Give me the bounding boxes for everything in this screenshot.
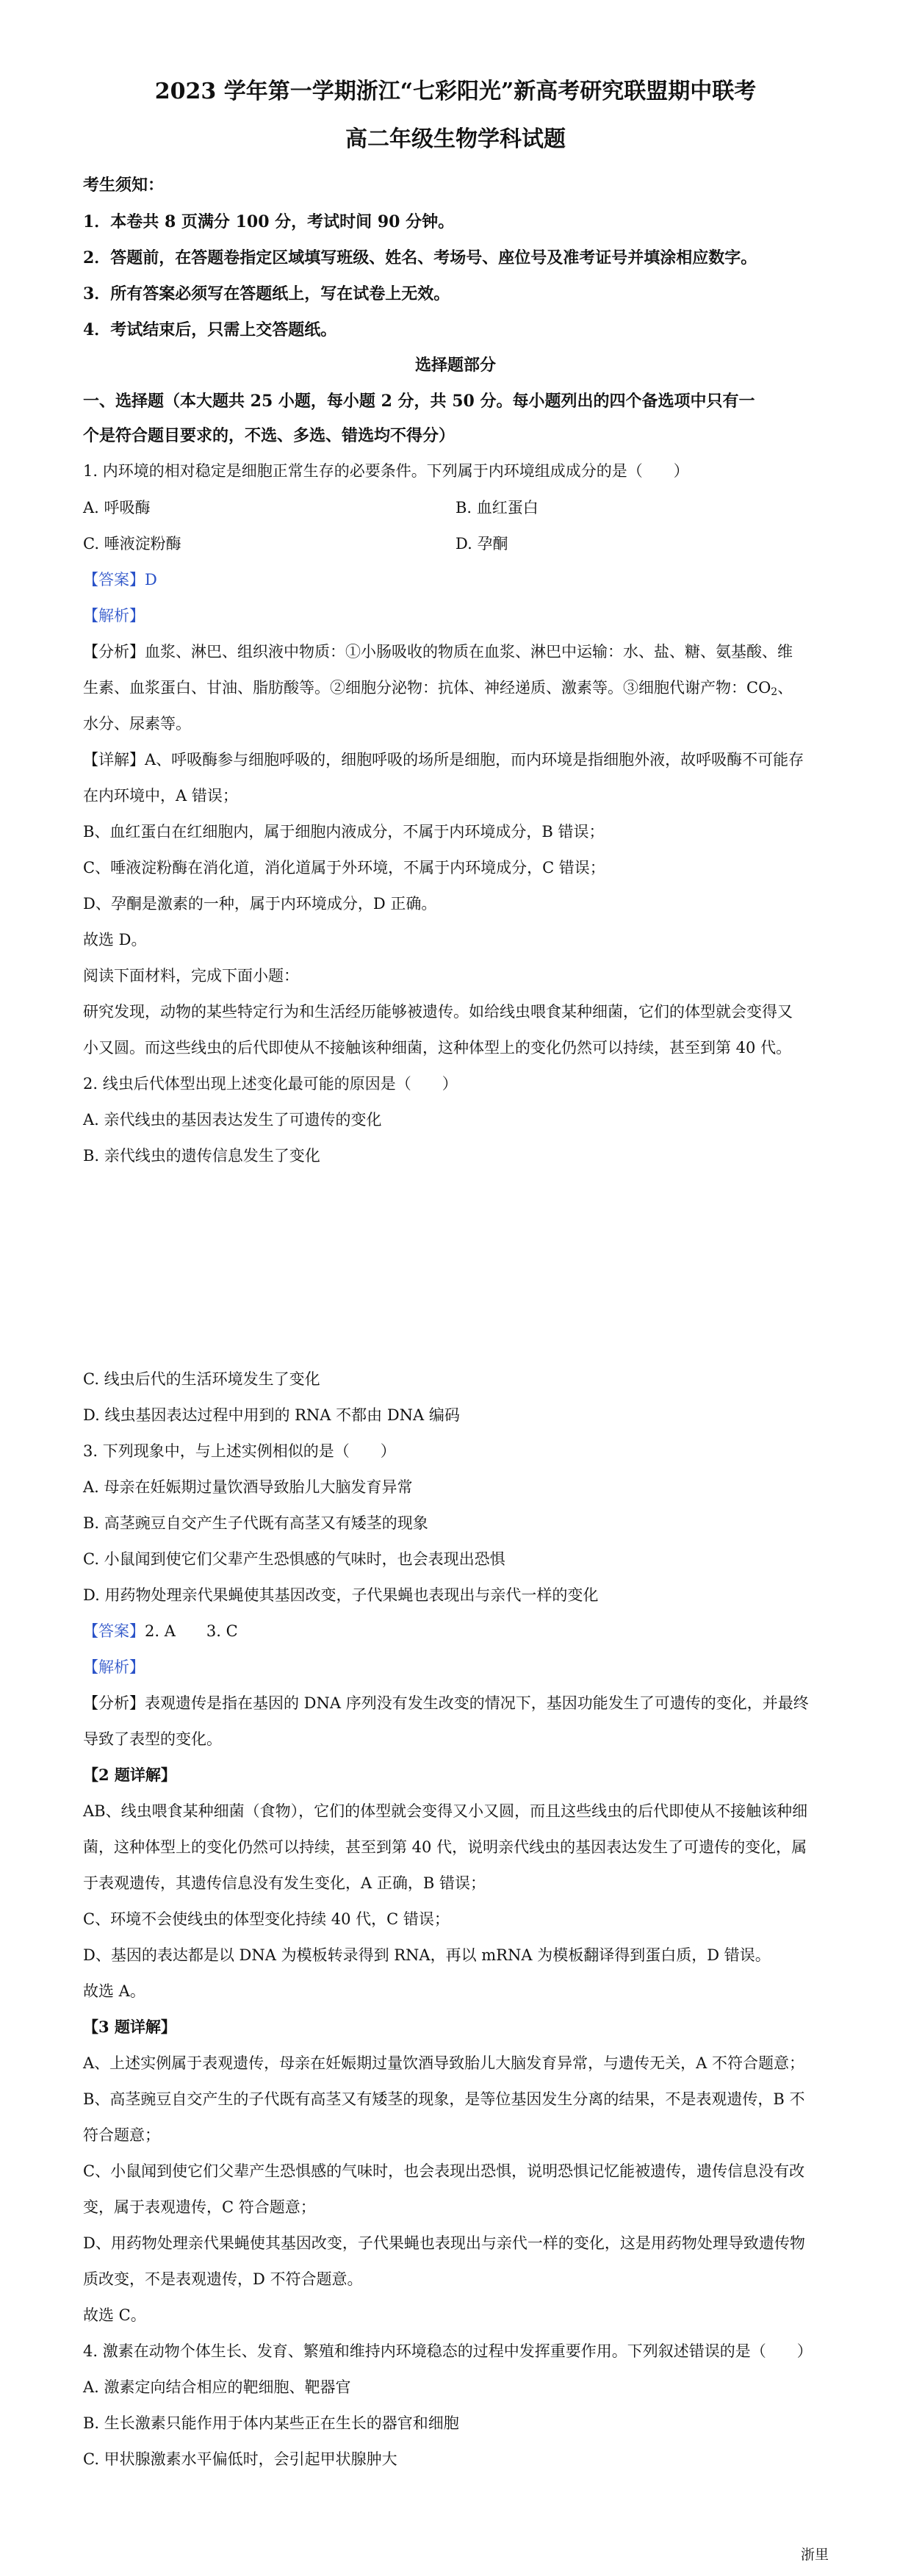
q2-option-a: A. 亲代线虫的基因表达发生了可遗传的变化: [83, 1111, 382, 1129]
section-title: 选择题部分: [414, 356, 496, 375]
q1-option-b: B. 血红蛋白: [455, 499, 539, 517]
question-4-stem: 4. 激素在动物个体生长、发育、繁殖和维持内环境稳态的过程中发挥重要作用。下列叙述错误的是（ ）: [83, 2342, 813, 2360]
q3-detail: 故选 C。: [83, 2306, 146, 2324]
q2-option-b: B. 亲代线虫的遗传信息发生了变化: [83, 1147, 320, 1165]
q1-fenxi: 生素、血浆蛋白、甘油、脂肪酸等。②细胞分泌物：抗体、神经递质、激素等。③细胞代谢产物：$CO_2$、: [83, 679, 793, 698]
q1-detail: D、孕酮是激素的一种，属于内环境成分，D 正确。: [83, 895, 437, 913]
q3-option-c: C. 小鼠闻到使它们父辈产生恐惧感的气味时，也会表现出恐惧: [83, 1550, 505, 1568]
q23-fenxi: 【分析】表观遗传是指在基因的 DNA 序列没有发生改变的情况下，基因功能发生了可遗传的变化，并最终: [83, 1694, 809, 1712]
q2-detail: D、基因的表达都是以 DNA 为模板转录得到 RNA，再以 mRNA 为模板翻译得到蛋白质，D 错误。: [83, 1946, 771, 1964]
q1-fenxi: 水分、尿素等。: [83, 715, 191, 733]
q3-detail-heading: 【3 题详解】: [83, 2018, 176, 2036]
q3-detail: B、高茎豌豆自交产生的子代既有高茎又有矮茎的现象，是等位基因发生分离的结果，不是表观遗传，B 不: [83, 2090, 805, 2108]
q2-detail-heading: 【2 题详解】: [83, 1766, 176, 1784]
q4-option-c: C. 甲状腺激素水平偏低时，会引起甲状腺肿大: [83, 2450, 397, 2468]
q3-detail: 变，属于表观遗传，C 符合题意；: [83, 2198, 316, 2216]
section-intro: 个是符合题目要求的，不选、多选、错选均不得分）: [83, 426, 455, 445]
q2-option-d: D. 线虫基因表达过程中用到的 RNA 不都由 DNA 编码: [83, 1406, 460, 1424]
q23-analysis-tag: 【解析】: [83, 1658, 145, 1676]
q4-option-a: A. 激素定向结合相应的靶细胞、靶器官: [83, 2378, 351, 2396]
exam-title: 2023 学年第一学期浙江“七彩阳光”新高考研究联盟期中联考: [154, 79, 757, 104]
q3-detail: 符合题意；: [83, 2126, 160, 2144]
q1-answer: 【答案】D: [83, 571, 157, 589]
q1-analysis-tag: 【解析】: [83, 607, 145, 625]
q1-option-d: D. 孕酮: [455, 535, 508, 553]
q3-detail: A、上述实例属于表观遗传，母亲在妊娠期过量饮酒导致胎儿大脑发育异常，与遗传无关，A 不符合题意；: [83, 2054, 805, 2072]
notice-item: 1．本卷共 8 页满分 100 分，考试时间 90 分钟。: [83, 212, 455, 231]
q2-detail: 故选 A。: [83, 1982, 145, 2000]
q1-option-a: A. 呼吸酶: [83, 499, 151, 517]
exam-subtitle: 高二年级生物学科试题: [345, 126, 566, 152]
q2-option-c: C. 线虫后代的生活环境发生了变化: [83, 1370, 320, 1388]
page-footer: 浙里: [800, 2547, 829, 2563]
passage-line: 小又圆。而这些线虫的后代即使从不接触该种细菌，这种体型上的变化仍然可以持续，甚至到第 40 代。: [83, 1039, 792, 1057]
q1-detail: 故选 D。: [83, 931, 147, 949]
q23-answer: 【答案】2. A 3. C: [83, 1622, 238, 1640]
notice-item: 2．答题前，在答题卷指定区域填写班级、姓名、考场号、座位号及准考证号并填涂相应数字。: [83, 248, 757, 267]
q2-detail: AB、线虫喂食某种细菌（食物），它们的体型就会变得又小又圆，而且这些线虫的后代即使从不接触该种细: [83, 1802, 808, 1820]
q1-fenxi: 【分析】血浆、淋巴、组织液中物质：①小肠吸收的物质在血浆、淋巴中运输：水、盐、糖、氨基酸、维: [83, 643, 793, 661]
q3-detail: C、小鼠闻到使它们父辈产生恐惧感的气味时，也会表现出恐惧，说明恐惧记忆能被遗传，遗传信息没有改: [83, 2162, 805, 2180]
q3-option-b: B. 高茎豌豆自交产生子代既有高茎又有矮茎的现象: [83, 1514, 428, 1532]
q1-detail: C、唾液淀粉酶在消化道，消化道属于外环境，不属于内环境成分，C 错误；: [83, 859, 605, 877]
q1-detail: 【详解】A、呼吸酶参与细胞呼吸的，细胞呼吸的场所是细胞，而内环境是指细胞外液，故呼吸酶不可能存: [83, 751, 804, 769]
q4-option-b: B. 生长激素只能作用于体内某些正在生长的器官和细胞: [83, 2414, 459, 2432]
q1-detail: B、血红蛋白在红细胞内，属于细胞内液成分，不属于内环境成分，B 错误；: [83, 823, 605, 841]
q2-detail: 菌，这种体型上的变化仍然可以持续，甚至到第 40 代，说明亲代线虫的基因表达发生了可遗传的变化，属: [83, 1838, 807, 1856]
question-1-stem: 1. 内环境的相对稳定是细胞正常生存的必要条件。下列属于内环境组成成分的是（ ）: [83, 462, 689, 480]
q3-detail: 质改变，不是表观遗传，D 不符合题意。: [83, 2270, 363, 2288]
q3-detail: D、用药物处理亲代果蝇使其基因改变，子代果蝇也表现出与亲代一样的变化，这是用药物处理导致遗传物: [83, 2234, 805, 2252]
notice-item: 4．考试结束后，只需上交答题纸。: [83, 320, 337, 339]
notice-item: 3．所有答案必须写在答题纸上，写在试卷上无效。: [83, 284, 450, 303]
passage-line: 阅读下面材料，完成下面小题：: [83, 967, 299, 985]
passage-line: 研究发现，动物的某些特定行为和生活经历能够被遗传。如给线虫喂食某种细菌，它们的体型就会变得又: [83, 1003, 793, 1021]
q3-option-a: A. 母亲在妊娠期过量饮酒导致胎儿大脑发育异常: [83, 1478, 413, 1496]
q2-detail: C、环境不会使线虫的体型变化持续 40 代，C 错误；: [83, 1910, 450, 1928]
question-3-stem: 3. 下列现象中，与上述实例相似的是（ ）: [83, 1442, 396, 1460]
q23-fenxi: 导致了表型的变化。: [83, 1730, 222, 1748]
section-intro: 一、选择题（本大题共 25 小题，每小题 2 分，共 50 分。每小题列出的四个备选项中只有一: [83, 392, 755, 411]
q3-option-d: D. 用药物处理亲代果蝇使其基因改变，子代果蝇也表现出与亲代一样的变化: [83, 1586, 599, 1604]
q1-option-c: C. 唾液淀粉酶: [83, 535, 181, 553]
q1-detail: 在内环境中，A 错误；: [83, 787, 238, 805]
question-2-stem: 2. 线虫后代体型出现上述变化最可能的原因是（ ）: [83, 1075, 458, 1093]
notice-heading: 考生须知：: [83, 176, 165, 195]
q2-detail: 于表观遗传，其遗传信息没有发生变化，A 正确，B 错误；: [83, 1874, 486, 1892]
